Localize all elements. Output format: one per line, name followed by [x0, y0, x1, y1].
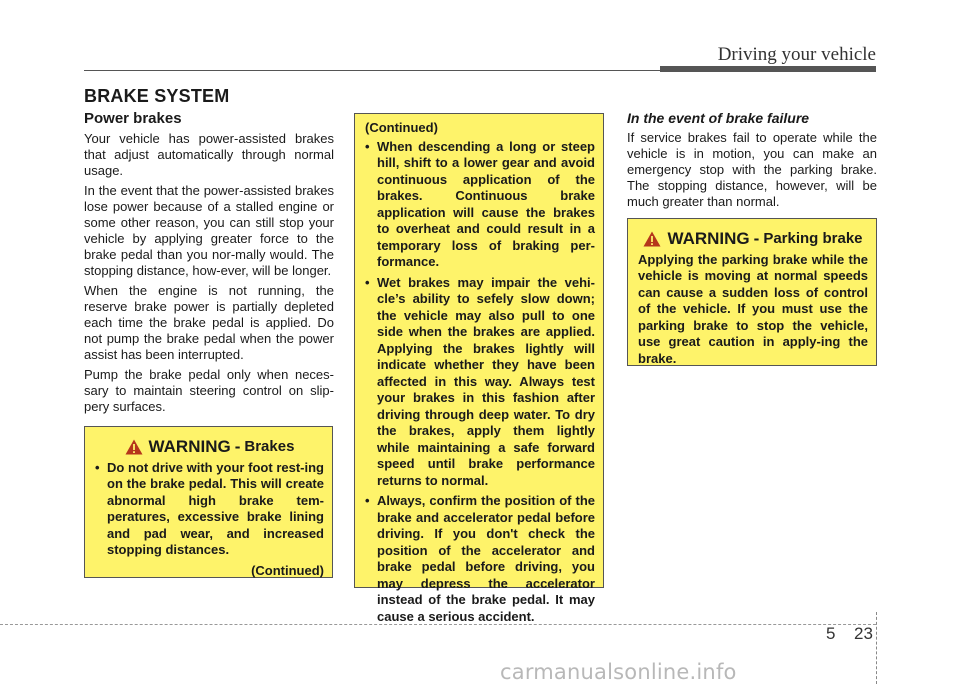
paragraph: Pump the brake pedal only when neces-sary to maintain steering control on slip-pery surfaces.	[84, 367, 334, 414]
watermark-link[interactable]: carmanualsonline.info	[500, 660, 737, 684]
chapter-number: 5	[826, 624, 836, 643]
warning-word: WARNING	[667, 229, 750, 248]
continued-label: (Continued)	[251, 562, 324, 578]
section-title: BRAKE SYSTEM	[84, 86, 230, 106]
warning-list	[365, 139, 595, 626]
footer-rule	[0, 624, 876, 625]
warning-box-parking-brake	[627, 218, 877, 366]
warning-word: WARNING	[148, 437, 231, 456]
page-number-value: 23	[854, 624, 873, 643]
brake-failure-heading: In the event of brake failure	[627, 110, 810, 126]
warning-triangle-icon	[125, 439, 143, 455]
warning-triangle-icon	[643, 231, 661, 247]
column-brake-failure	[627, 110, 877, 214]
header-title: Driving your vehicle	[717, 44, 876, 65]
warning-title	[95, 439, 324, 456]
warning-title	[638, 231, 868, 248]
warning-box-brakes-continued	[354, 113, 604, 624]
warning-subject: Parking brake	[763, 230, 863, 247]
power-brakes-heading: Power brakes	[84, 110, 182, 127]
paragraph: Your vehicle has power-assisted brakes that adjust automatically through normal usage.	[84, 131, 334, 178]
warning-list	[95, 460, 324, 559]
warning-subject: Brakes	[244, 438, 295, 455]
paragraph: If service brakes fail to operate while the vehicle is in motion, you can make an emergency stop with the parking brake. The stopping distance, however, will be much greater than normal.	[627, 130, 877, 209]
warning-dash: -	[234, 437, 241, 456]
warning-text: Applying the parking brake while the vehicle is moving at normal speeds can cause a sudden loss of control of the vehicle. If you must use the parking brake to stop the vehicle, use great caution in apply-ing the brake.	[638, 251, 868, 366]
paragraph: When the engine is not running, the reserve brake power is partially depleted each time the brake pedal is applied. Do not pump the brake pedal when the power assist has been interrupted.	[84, 283, 334, 362]
warning-box-brakes	[84, 426, 333, 578]
header-rule	[84, 70, 876, 71]
continued-label: (Continued)	[365, 120, 438, 135]
page-number-separator	[876, 612, 877, 684]
list-item: • Always, confirm the position of the brake and accelerator pedal before driving. If you don't check the position of the accelerator and brake pedal before driving, you may depress the accelerator instead of the brake pedal. It may cause a serious accident.	[365, 493, 595, 625]
list-item: • When descending a long or steep hill, shift to a lower gear and avoid continuous application of the brakes. Continuous brake application will cause the brakes to overheat and could result in a temporary loss of braking per-formance.	[365, 139, 595, 271]
paragraph: In the event that the power-assisted brakes lose power because of a stalled engine or some other reason, you can still stop your vehicle by applying greater force to the brake pedal than you nor-mally would. The stopping distance, how-ever, will be longer.	[84, 183, 334, 278]
list-item: • Wet brakes may impair the vehi-cle’s ability to sefely slow down; the vehicle may also pull to one side when the brakes are applied. Applying the brakes lightly will indicate whether they have been affected in this way. Always test your brakes in this fashion after driving through deep water. To dry the brakes, apply them lightly while maintaining a safe forward speed until brake performance returns to normal.	[365, 275, 595, 490]
list-item: • Do not drive with your foot rest-ing on the brake pedal. This will create abnormal high brake tem-peratures, excessive brake lining and pad wear, and increased stopping distances.	[95, 460, 324, 559]
column-power-brakes	[84, 110, 334, 419]
warning-dash: -	[753, 229, 760, 248]
header-accent-bar	[660, 66, 876, 72]
